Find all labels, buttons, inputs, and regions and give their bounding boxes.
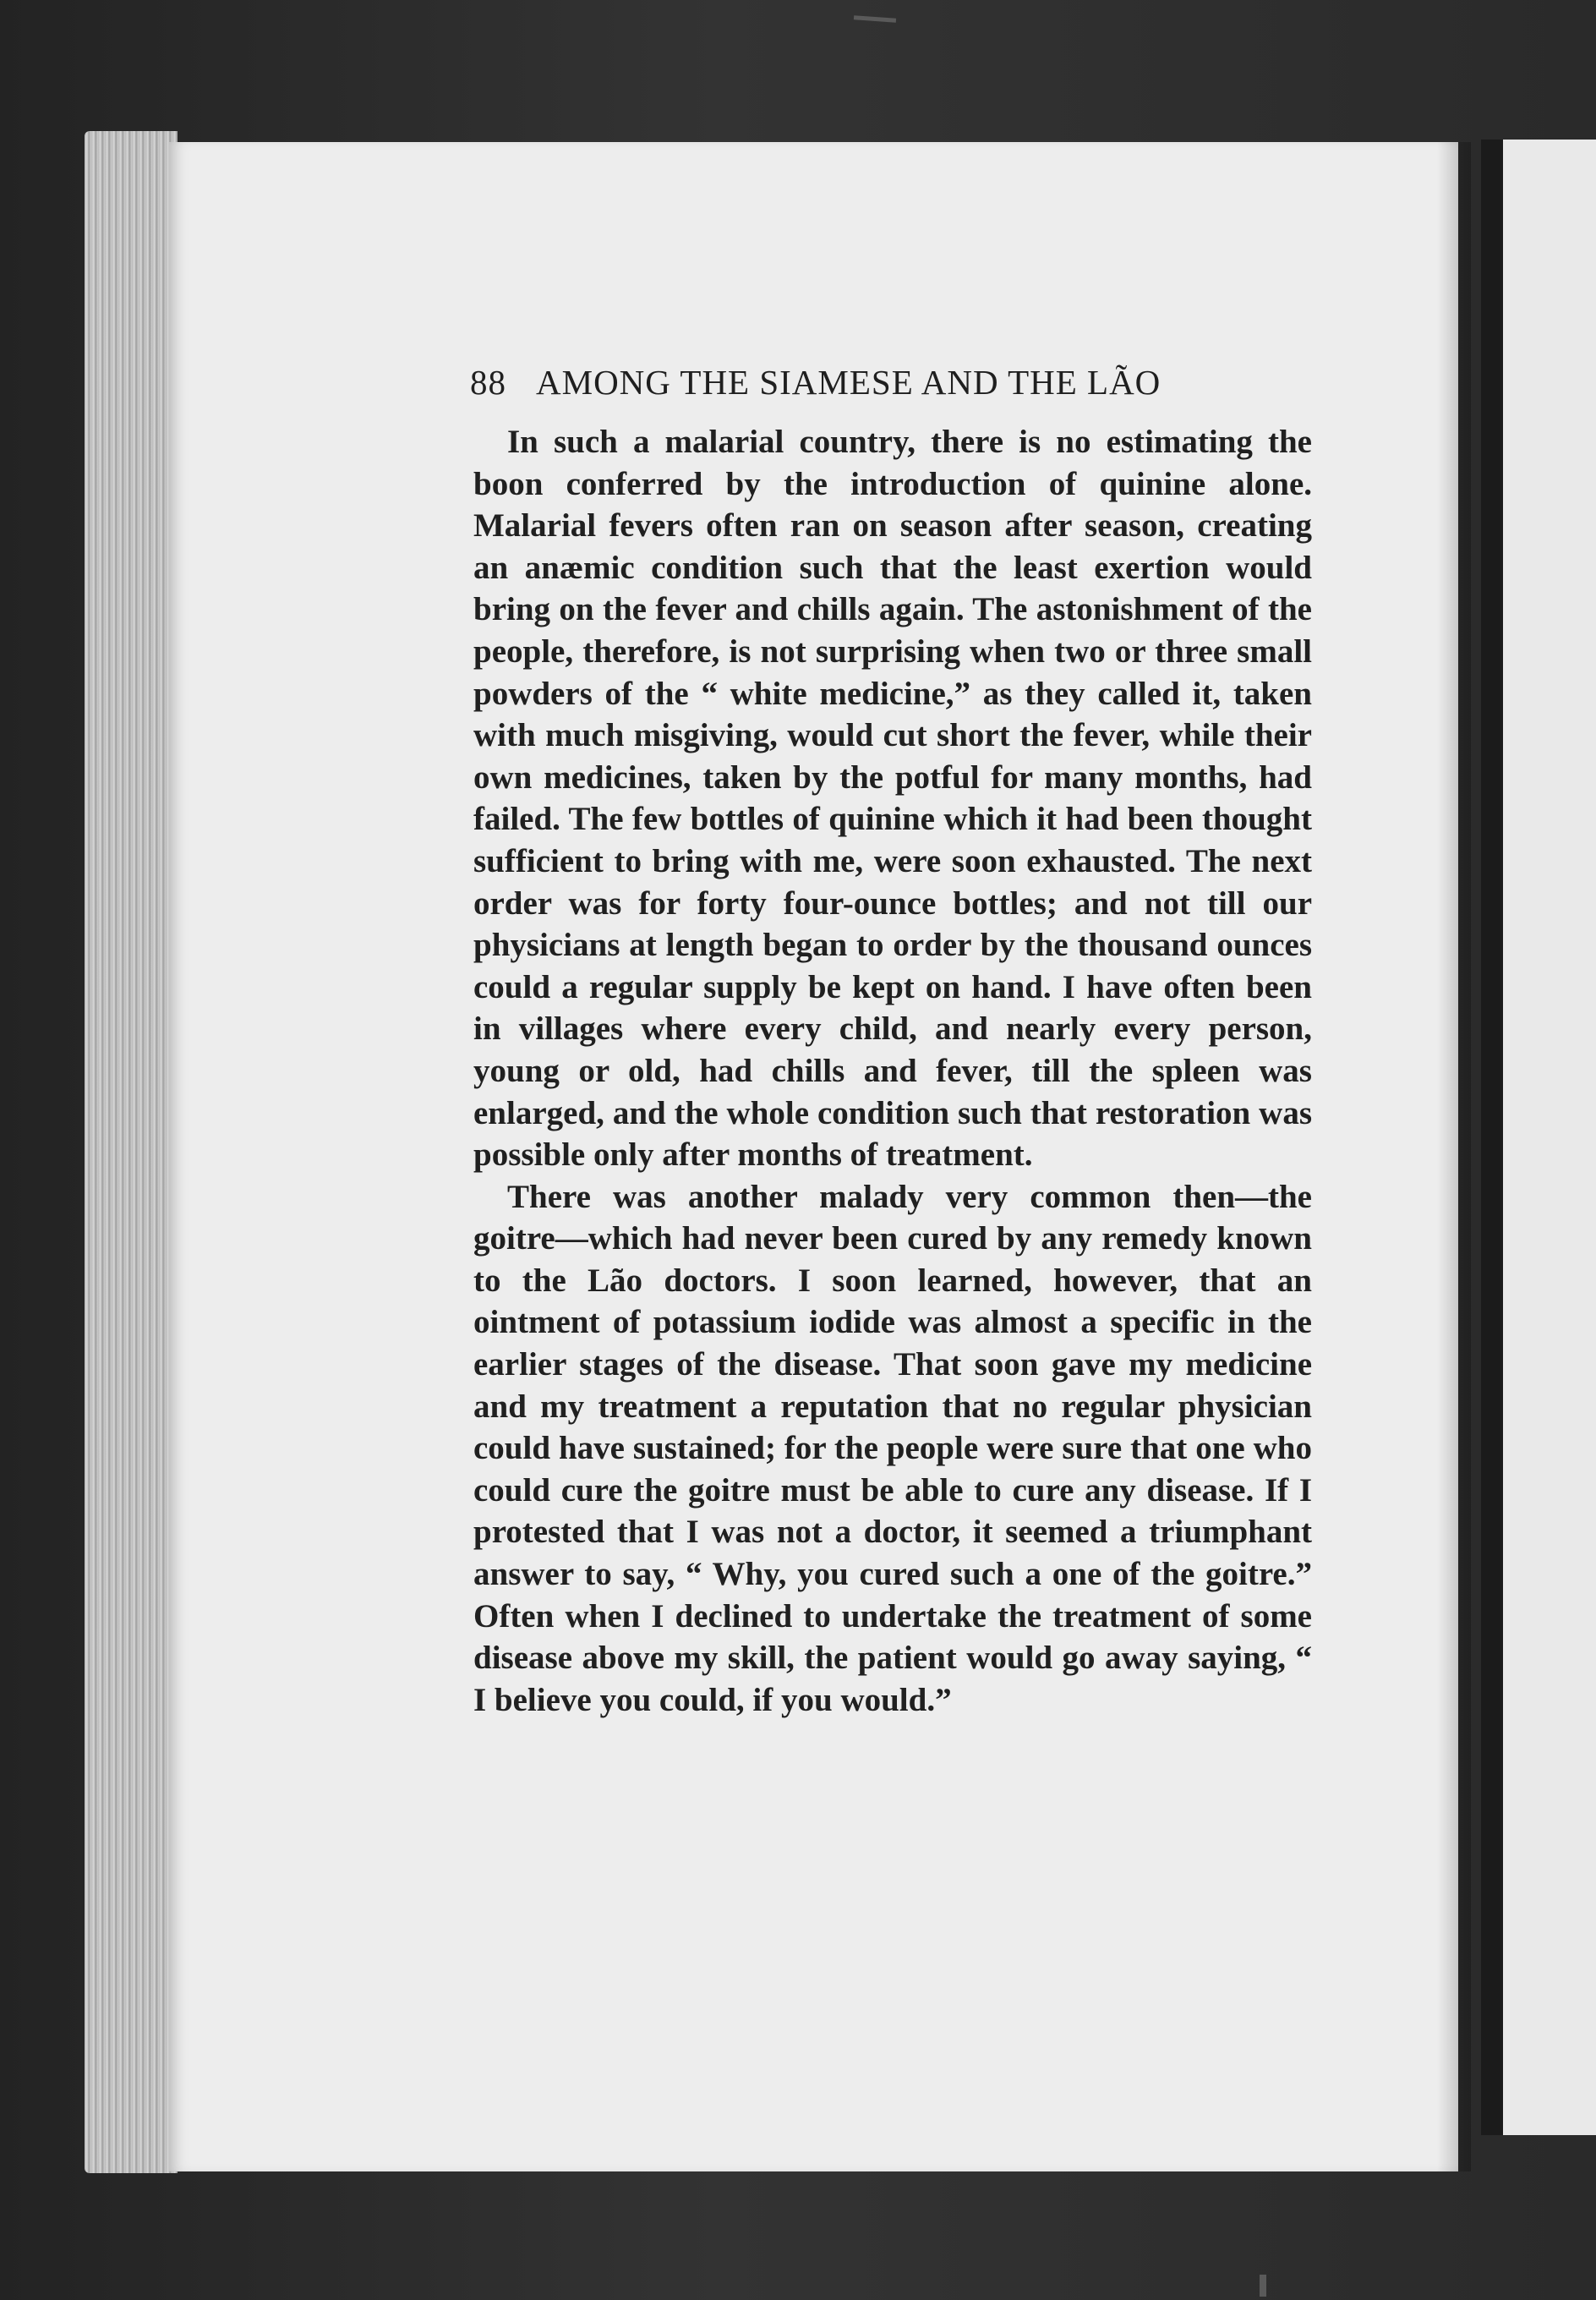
facing-page-edge <box>1481 140 1596 2135</box>
book-page-edges <box>85 131 178 2173</box>
paragraph-goitre: There was another malady very common then—the goitre—which had never been cured by any remedy known to the Lão doctors. I soon learned, however, that an ointment of potassium iodide was almost a specific in the earlier stages of the disease. That soon gave my medicine and my treatment a reputation that no regular physician could have sustained; for the people were sure that one who could cure the goitre must be able to cure any disease. If I protested that I was not a doctor, it seemed a triumphant answer to say, “ Why, you cured such a one of the goitre.” Often when I declined to undertake the treatment of some disease above my skill, the patient would go away saying, “ I believe you could, if you would.” <box>473 1178 1312 1718</box>
running-header <box>470 362 1231 402</box>
body-text <box>473 421 1312 1721</box>
scan-mark-bottom <box>1260 2275 1266 2297</box>
paragraph-quinine: In such a malarial country, there is no estimating the boon conferred by the introduction of quinine alone. Malarial fevers often ran on season after season, creating an anæmic condition such that the least exertion would bring on the fever and chills again. The astonishment of the people, therefore, is not surprising when two or three small powders of the “ white medicine,” as they called it, taken with much misgiving, would cut short the fever, while their own medicines, taken by the potful for many months, had failed. The few bottles of quinine which it had been thought sufficient to bring with me, were soon exhausted. The next order was for forty four-ounce bottles; and not till our physicians at length began to order by the thousand ounces could a regular supply be kept on hand. I have often been in villages where every child, and nearly every person, young or old, had chills and fever, till the spleen was enlarged, and the whole condition such that restoration was possible only after months of treatment. <box>473 424 1312 1174</box>
gutter-shadow <box>1437 142 1471 2171</box>
page-number: 88 <box>470 363 506 402</box>
running-title: AMONG THE SIAMESE AND THE LÃO <box>536 363 1161 402</box>
